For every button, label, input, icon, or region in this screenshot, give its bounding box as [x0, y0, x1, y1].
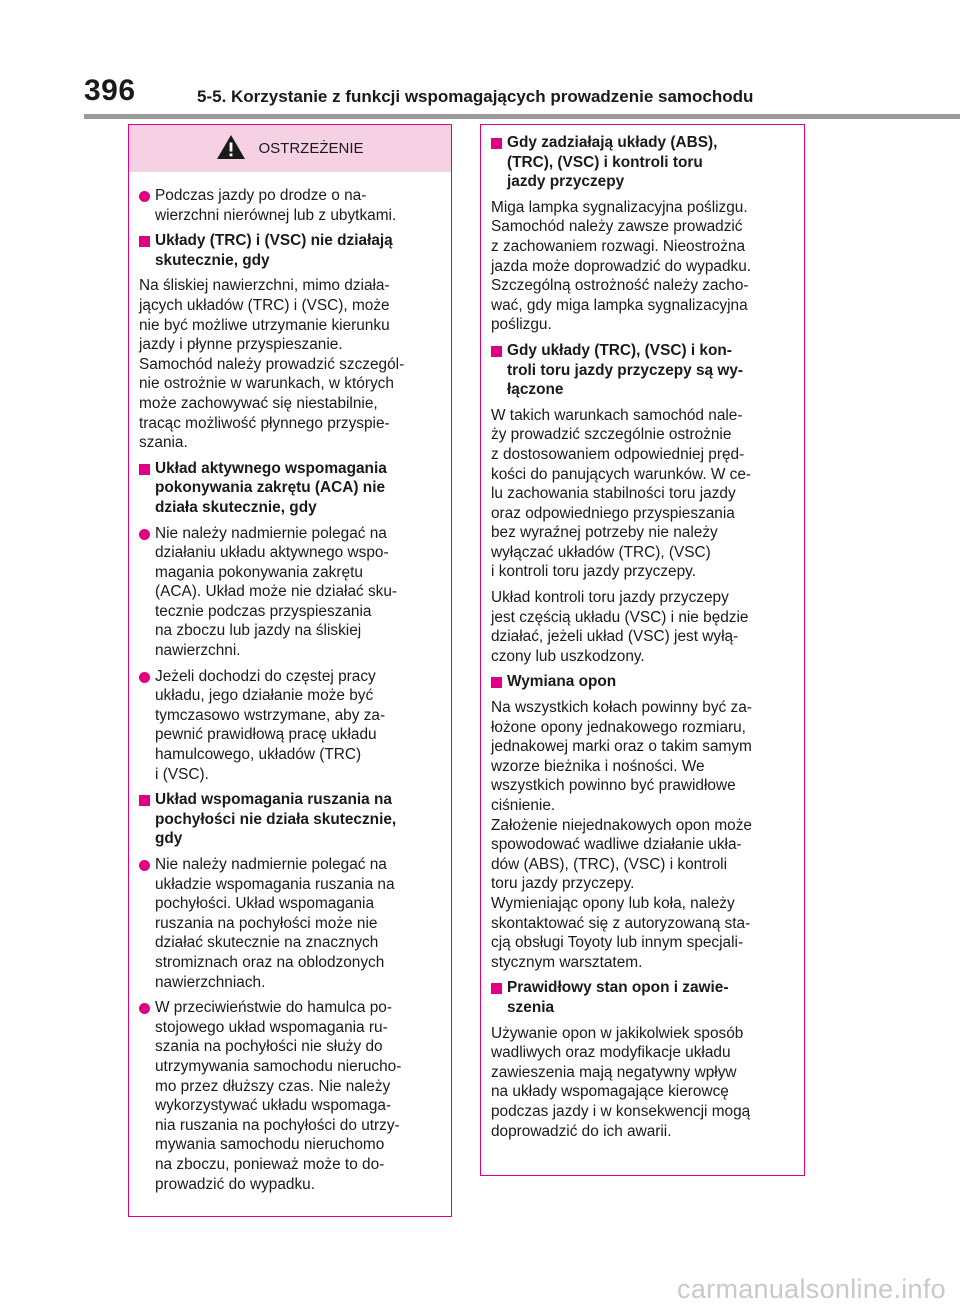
page-number: 396: [84, 74, 136, 107]
bullet-dot-icon: [139, 860, 150, 871]
square-marker-icon: [491, 138, 502, 149]
paragraph: Na wszystkich kołach powinny być za- łożone opony jednakowego rozmiaru, jednakowej marki oraz o takim samym wzorze bieżnika i nośności. We wszystkich powinno być prawidłowe ciśnienie. Założenie niejednakowych opon może spowodować wadliwe działanie ukła- dów (ABS), (TRC), (VSC) i kontroli toru jazdy przyczepy. Wymieniając opony lub koła, należy skontaktować się z autoryzowaną sta- cją obsługi Toyoty lub innym specjali- stycznym warsztatem.: [491, 699, 752, 971]
paragraph: Układ kontroli toru jazdy przyczepy jest częścią układu (VSC) i nie będzie działać, jeżeli układ (VSC) jest wyłą- czony lub uszkodzony.: [491, 589, 749, 665]
bullet-dot-icon: [139, 1003, 150, 1014]
bullet-item: [139, 186, 443, 225]
subheading: [139, 790, 443, 849]
bullet-item: [139, 524, 443, 661]
square-marker-icon: [491, 983, 502, 994]
subheading-text: Układy (TRC) i (VSC) nie działają skutecznie, gdy: [155, 232, 393, 269]
subheading-text: Wymiana opon: [507, 673, 617, 691]
paragraph: W takich warunkach samochód nale- ży prowadzić szczególnie ostrożnie z dostosowaniem odpowiedniej pręd- kości do panujących warunków. W ce- lu zachowania stabilności toru jazdy oraz odpowiedniego przyspieszania bez wyraźnej potrzeby nie należy wyłączać układów (TRC), (VSC) i kontroli toru jazdy przyczepy.: [491, 406, 752, 581]
subheading: [491, 341, 796, 400]
warning-label: OSTRZEŻENIE: [258, 140, 364, 157]
paragraph: Miga lampka sygnalizacyjna poślizgu. Samochód należy zawsze prowadzić z zachowaniem rozwagi. Nieostrożna jazda może doprowadzić do wypadku. Szczególną ostrożność należy zacho- wać, gdy miga lampka sygnalizacyjna poślizgu.: [491, 198, 752, 334]
subheading-text: Prawidłowy stan opon i zawie- szenia: [507, 979, 729, 1016]
subheading-text: Układ aktywnego wspomagania pokonywania zakrętu (ACA) nie działa skutecznie, gdy: [155, 459, 387, 516]
subheading-text: Układ wspomagania ruszania na pochyłości nie działa skutecznie, gdy: [155, 791, 397, 848]
bullet-dot-icon: [139, 529, 150, 540]
subheading: [139, 459, 443, 518]
square-marker-icon: [139, 464, 150, 475]
square-marker-icon: [491, 346, 502, 357]
paragraph: Używanie opon w jakikolwiek sposób wadliwych oraz modyfikacje układu zawieszenia mają negatywny wpływ na układy wspomagające kierowcę podczas jazdy i w konsekwencji mogą doprowadzić do ich awarii.: [491, 1024, 751, 1140]
square-marker-icon: [139, 236, 150, 247]
subheading-text: Gdy układy (TRC), (VSC) i kon- troli toru jazdy przyczepy są wy- łączone: [507, 341, 744, 399]
subheading: [491, 672, 796, 692]
warning-triangle-icon: [216, 134, 246, 164]
watermark: carmanualsonline.info: [677, 1274, 946, 1304]
bullet-text: Podczas jazdy po drodze o na- wierzchni nierównej lub z ubytkami.: [155, 187, 397, 224]
bullet-text: Nie należy nadmiernie polegać na układzie wspomagania ruszania na pochyłości. Układ wspomagania ruszania na pochyłości może nie działać skutecznie na znacznych stromiznach oraz na oblodzonych nawierzchniach.: [155, 856, 395, 991]
left-content: [129, 172, 451, 1194]
bullet-text: Nie należy nadmiernie polegać na działaniu układu aktywnego wspo- magania pokonywania zakrętu (ACA). Układ może nie działać sku- tecznie podczas przyspieszania na zboczu lub jazdy na śliskiej nawierzchni.: [155, 524, 398, 660]
bullet-item: [139, 667, 443, 785]
warning-box: [128, 124, 452, 1217]
subheading: [139, 231, 443, 270]
bullet-item: [139, 855, 443, 992]
section-title: 5-5. Korzystanie z funkcji wspomagających prowadzenie samochodu: [197, 87, 754, 106]
warning-header: [129, 125, 451, 172]
bullet-dot-icon: [139, 672, 150, 683]
square-marker-icon: [491, 677, 502, 688]
right-content: [481, 125, 804, 1141]
bullet-item: [139, 998, 443, 1194]
bullet-text: Jeżeli dochodzi do częstej pracy układu, jego działanie może być tymczasowo wstrzymane, aby za- pewnić prawidłową pracę układu hamulcowego, układów (TRC) i (VSC).: [155, 667, 386, 783]
header-rule: [84, 114, 960, 119]
paragraph: Na śliskiej nawierzchni, mimo działa- jących układów (TRC) i (VSC), może nie być możliwe utrzymanie kierunku jazdy i płynne przyspieszanie. Samochód należy prowadzić szczegól- nie ostrożnie w warunkach, w których może zachowywać się niestabilnie, tracąc możliwość płynnego przyspie- szania.: [139, 277, 405, 452]
subheading: [491, 133, 796, 192]
info-box: [480, 124, 805, 1176]
subheading-text: Gdy zadziałają układy (ABS), (TRC), (VSC) i kontroli toru jazdy przyczepy: [507, 134, 718, 191]
subheading: [491, 978, 796, 1017]
square-marker-icon: [139, 795, 150, 806]
bullet-text: W przeciwieństwie do hamulca po- stojowego układ wspomagania ru- szania na pochyłości nie służy do utrzymywania samochodu nierucho- mo przez dłuższy czas. Nie należy wykorzystywać układu wspomaga- nia ruszania na pochyłości do utrzy- mywania samochodu nieruchomo na zboczu, ponieważ może to do- prowadzić do wypadku.: [155, 999, 402, 1193]
bullet-dot-icon: [139, 191, 150, 202]
